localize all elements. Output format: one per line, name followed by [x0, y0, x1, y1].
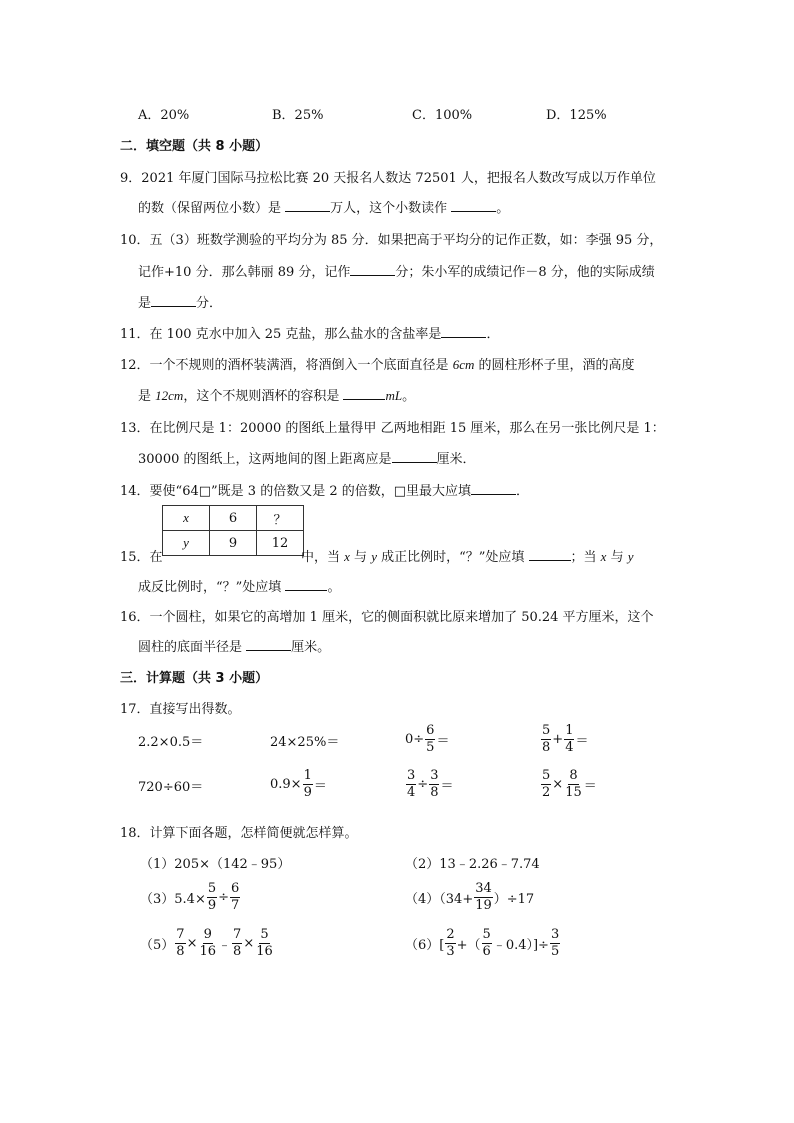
fraction: [207, 882, 217, 914]
q15-cell: 12: [257, 531, 304, 556]
operator: ﹣: [218, 938, 232, 954]
q12-blank: [343, 385, 385, 400]
operator: ×: [243, 936, 255, 952]
denominator: 16: [256, 944, 273, 960]
denominator: 3: [446, 944, 455, 960]
q14: [120, 480, 529, 499]
operator: ×: [186, 936, 198, 952]
fraction: [482, 928, 492, 960]
fraction: [406, 769, 416, 801]
q14-blank: [471, 480, 516, 495]
q18-p6-text: （6）[: [405, 938, 445, 954]
fraction: [550, 928, 560, 960]
q11-text: 11．在 100 克水中加入 25 克盐，那么盐水的含盐率是: [120, 327, 442, 342]
q14-text: 14．要使“64□”既是 3 的倍数又是 2 的倍数，□里最大应填: [120, 484, 472, 499]
q17-expr-7: [405, 769, 453, 801]
denominator: 8: [233, 944, 242, 960]
q18-problem-5: [140, 928, 275, 960]
q17-expr-4: [540, 724, 588, 756]
q15-text-c: ；当: [570, 550, 601, 565]
q16-text-a: 圆柱的底面半径是: [138, 640, 247, 655]
numerator: 6: [425, 724, 435, 740]
q12-line1: [120, 354, 635, 373]
option-a: A．20%: [138, 108, 190, 123]
equals: ＝: [313, 779, 327, 795]
numerator: 5: [259, 928, 269, 944]
q15-var-y: y: [183, 535, 189, 550]
q15-text-d: 成反比例时，“？”处应填: [138, 580, 286, 595]
q10-blank-2: [151, 292, 196, 307]
operator: ×: [552, 777, 564, 793]
fraction: [445, 928, 455, 960]
denominator: 7: [231, 898, 240, 914]
q16-blank: [246, 636, 291, 651]
q15-blank-2: [285, 576, 327, 591]
q15-cell: 9: [210, 531, 257, 556]
q17-expr-8: [540, 769, 597, 801]
fraction: [541, 769, 551, 801]
numerator: 3: [429, 769, 439, 785]
operator: +（: [456, 938, 481, 954]
denominator: 4: [407, 785, 416, 801]
numerator: 2: [445, 928, 455, 944]
numerator: 9: [203, 928, 213, 944]
q17-expr-2: 24×25%＝: [270, 735, 340, 750]
q15-line2: [138, 576, 340, 595]
numerator: 3: [550, 928, 560, 944]
q15-cell: [163, 506, 210, 531]
q15-x: x: [344, 549, 350, 564]
fraction: [541, 724, 551, 756]
denominator: 16: [199, 944, 217, 960]
q15-var-x: x: [183, 510, 189, 525]
q18-p4-end: ）÷17: [493, 892, 535, 908]
q15-text-a: 中，当: [301, 550, 345, 565]
q16-line2: [138, 636, 330, 655]
q15-and: 与: [349, 550, 372, 565]
q18-title: 18．计算下面各题，怎样简便就怎样算。: [120, 826, 358, 841]
section-title-fill-in: 二．填空题（共 8 小题）: [120, 139, 269, 154]
fraction: [255, 928, 274, 960]
q16-text-b: 厘米。: [291, 640, 331, 655]
q18-problem-3: [140, 882, 241, 914]
q13-line2: [138, 448, 476, 467]
numerator: 1: [564, 724, 574, 740]
q18-problem-1: （1）205×（142﹣95）: [140, 857, 291, 872]
q15-cell: 6: [210, 506, 257, 531]
q10-text-c: 是: [138, 296, 152, 311]
operator: ÷: [218, 890, 230, 906]
q12-text-c: 是: [138, 389, 156, 404]
q9-line2: [138, 197, 509, 216]
q12-unit-ml: mL: [385, 388, 403, 403]
q15-x2: x: [600, 549, 607, 564]
q15-cell: ？: [257, 506, 304, 531]
denominator: 2: [542, 785, 551, 801]
denominator: 8: [176, 944, 185, 960]
q15-text-b: 成正比例时，“？”处应填: [376, 550, 529, 565]
denominator: 5: [426, 740, 435, 756]
q10-blank-1: [350, 261, 395, 276]
q12-end: 。: [402, 389, 416, 404]
q17-title: 17．直接写出得数。: [120, 702, 241, 717]
section-title-calculation: 三．计算题（共 3 小题）: [120, 671, 269, 686]
q9-text-a: 的数（保留两位小数）是: [138, 201, 286, 216]
q12-text-d: ，这个不规则酒杯的容积是: [183, 389, 344, 404]
q11-blank: [441, 323, 486, 338]
q17-e3-text: 0÷: [405, 732, 425, 748]
numerator: 7: [175, 928, 185, 944]
denominator: 19: [475, 898, 492, 914]
option-b: B．25%: [272, 108, 324, 123]
denominator: 4: [565, 740, 574, 756]
q11-end: ．: [486, 327, 500, 342]
q14-end: ．: [516, 484, 530, 499]
q10-text-a: 记作+10 分．那么韩丽 89 分，记作: [138, 265, 351, 280]
q10-text-d: 分．: [196, 296, 223, 311]
fraction: [474, 882, 493, 914]
fraction: [564, 724, 574, 756]
q18-p3-text: （3）5.4×: [140, 892, 206, 908]
q11: [120, 323, 499, 342]
operator: ÷: [417, 777, 429, 793]
q17-expr-5: 720÷60＝: [138, 780, 204, 795]
equals: ＝: [436, 734, 450, 750]
numerator: 5: [541, 724, 551, 740]
q12-text-b: 的圆柱形杯子里，酒的高度: [474, 358, 635, 373]
fraction: [232, 928, 242, 960]
q18-problem-4: [405, 882, 534, 914]
numerator: 1: [303, 769, 313, 785]
fraction: [303, 769, 313, 801]
numerator: 5: [482, 928, 492, 944]
fraction: [198, 928, 217, 960]
fraction: [564, 769, 583, 801]
q15-prefix: 15．在: [120, 550, 163, 565]
q17-expr-6: [270, 769, 327, 801]
operator: +: [552, 732, 564, 748]
q13-text-b: 厘米．: [436, 452, 476, 467]
fraction: [429, 769, 439, 801]
q10-text-b: 分；朱小军的成绩记作－8 分，他的实际成绩: [395, 265, 655, 280]
denominator: 9: [303, 785, 312, 801]
q9-blank-2: [451, 197, 496, 212]
q18-problem-2: （2）13﹣2.26﹣7.74: [405, 857, 540, 872]
q15-y2: y: [627, 549, 634, 564]
fraction: [175, 928, 185, 960]
numerator: 7: [232, 928, 242, 944]
q10-line2: [138, 261, 655, 280]
q15-y: y: [371, 549, 377, 564]
option-c: C．100%: [412, 108, 473, 123]
q15-xy-table: [162, 505, 304, 556]
numerator: 6: [230, 882, 240, 898]
q17-e6-text: 0.9×: [270, 777, 302, 793]
option-d: D．125%: [546, 108, 607, 123]
q18-p6-mid: ﹣0.4）]÷: [492, 938, 549, 954]
equals: ＝: [575, 734, 589, 750]
denominator: 15: [565, 785, 582, 801]
q10-line3: [138, 292, 222, 311]
q15-and2: 与: [606, 550, 628, 565]
fraction: [425, 724, 435, 756]
q13-text-a: 30000 的图纸上，这两地间的图上距离应是: [138, 452, 392, 467]
q15-row-x: [163, 506, 304, 531]
q18-p4-text: （4）（34+: [405, 892, 474, 908]
q9-line1: 9．2021 年厦门国际马拉松比赛 20 天报名人数达 72501 人，把报名人数改写成以万作单位: [120, 171, 656, 186]
q16-line1: 16．一个圆柱，如果它的高增加 1 厘米，它的侧面积就比原来增加了 50.24 平方厘米，这个: [120, 610, 654, 625]
denominator: 8: [542, 740, 551, 756]
q15-cell: [163, 531, 210, 556]
denominator: 5: [550, 944, 560, 960]
q10-line1: 10．五（3）班数学测验的平均分为 85 分．如果把高于平均分的记作正数，如：李强 95 分，: [120, 233, 663, 248]
q9-text-c: 。: [496, 201, 510, 216]
q12-text-a: 12．一个不规则的酒杯装满酒，将酒倒入一个底面直径是: [120, 358, 453, 373]
numerator: 5: [541, 769, 551, 785]
equals: ＝: [440, 779, 454, 795]
denominator: 9: [207, 898, 217, 914]
q15-blank-1: [529, 546, 571, 561]
denominator: 6: [482, 944, 491, 960]
numerator: 5: [207, 882, 217, 898]
equals: ＝: [583, 779, 597, 795]
denominator: 8: [430, 785, 439, 801]
fraction: [230, 882, 240, 914]
q15-line1: [301, 546, 634, 565]
q15-row-y: [163, 531, 304, 556]
q13-blank: [392, 448, 437, 463]
q17-expr-3: [405, 724, 449, 756]
numerator: 8: [568, 769, 578, 785]
q17-expr-1: 2.2×0.5＝: [138, 735, 204, 750]
q18-p5-text: （5）: [140, 938, 175, 954]
q15-end: 。: [327, 580, 341, 595]
q9-blank-1: [285, 197, 330, 212]
q12-line2: [138, 385, 415, 404]
q12-unit-height: 12cm: [155, 388, 184, 403]
q9-text-b: 万人，这个小数读作: [330, 201, 452, 216]
numerator: 34: [474, 882, 493, 898]
q12-unit-diameter: 6cm: [452, 357, 475, 372]
q13-line1: 13．在比例尺是 1：20000 的图纸上量得甲 乙两地相距 15 厘米，那么在另一张比例尺是 1：: [120, 421, 665, 436]
q18-problem-6: [405, 928, 561, 960]
numerator: 3: [406, 769, 416, 785]
